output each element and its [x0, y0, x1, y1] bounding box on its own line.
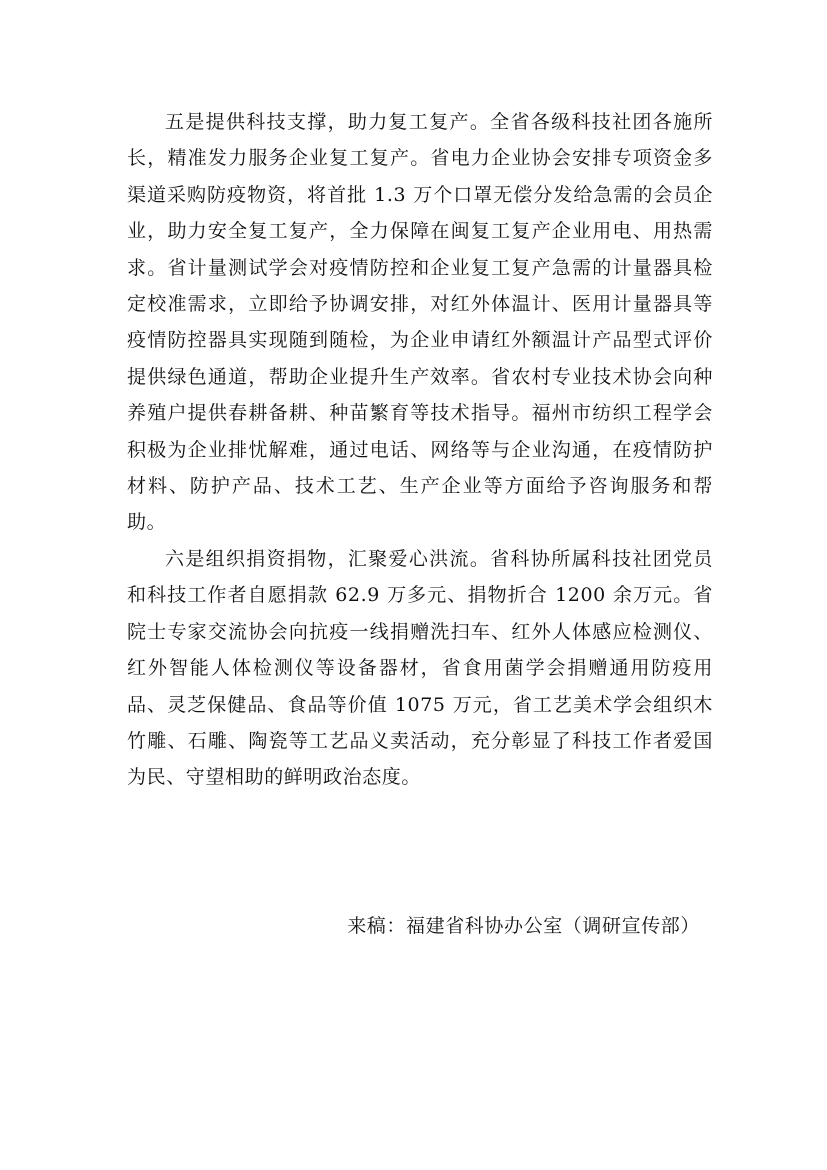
source-attribution: 来稿：福建省科协办公室（调研宣传部）: [347, 915, 700, 937]
document-body: [127, 104, 713, 796]
paragraph-donations: 六是组织捐资捐物，汇聚爱心洪流。省科协所属科技社团党员和科技工作者自愿捐款 62.9 万多元、捐物折合 1200 余万元。省院士专家交流协会向抗疫一线捐赠洗扫车、红外人体感应检测仪、红外智能人体检测仪等设备器材，省食用菌学会捐赠通用防疫用品、灵芝保健品、食品等价值 1075 万元，省工艺美术学会组织木竹雕、石雕、陶瓷等工艺品义卖活动，充分彰显了科技工作者爱国为民、守望相助的鲜明政治态度。: [127, 547, 713, 789]
paragraph-tech-support: 五是提供科技支撑，助力复工复产。全省各级科技社团各施所长，精准发力服务企业复工复产。省电力企业协会安排专项资金多渠道采购防疫物资，将首批 1.3 万个口罩无偿分发给急需的会员企业，助力安全复工复产，全力保障在闽复工复产企业用电、用热需求。省计量测试学会对疫情防控和企业复工复产急需的计量器具检定校准需求，立即给予协调安排，对红外体温计、医用计量器具等疫情防控器具实现随到随检，为企业申请红外额温计产品型式评价提供绿色通道，帮助企业提升生产效率。省农村专业技术协会向种养殖户提供春耕备耕、种苗繁育等技术指导。福州市纺织工程学会积极为企业排忧解难，通过电话、网络等与企业沟通，在疫情防护材料、防护产品、技术工艺、生产企业等方面给予咨询服务和帮助。: [127, 111, 713, 534]
